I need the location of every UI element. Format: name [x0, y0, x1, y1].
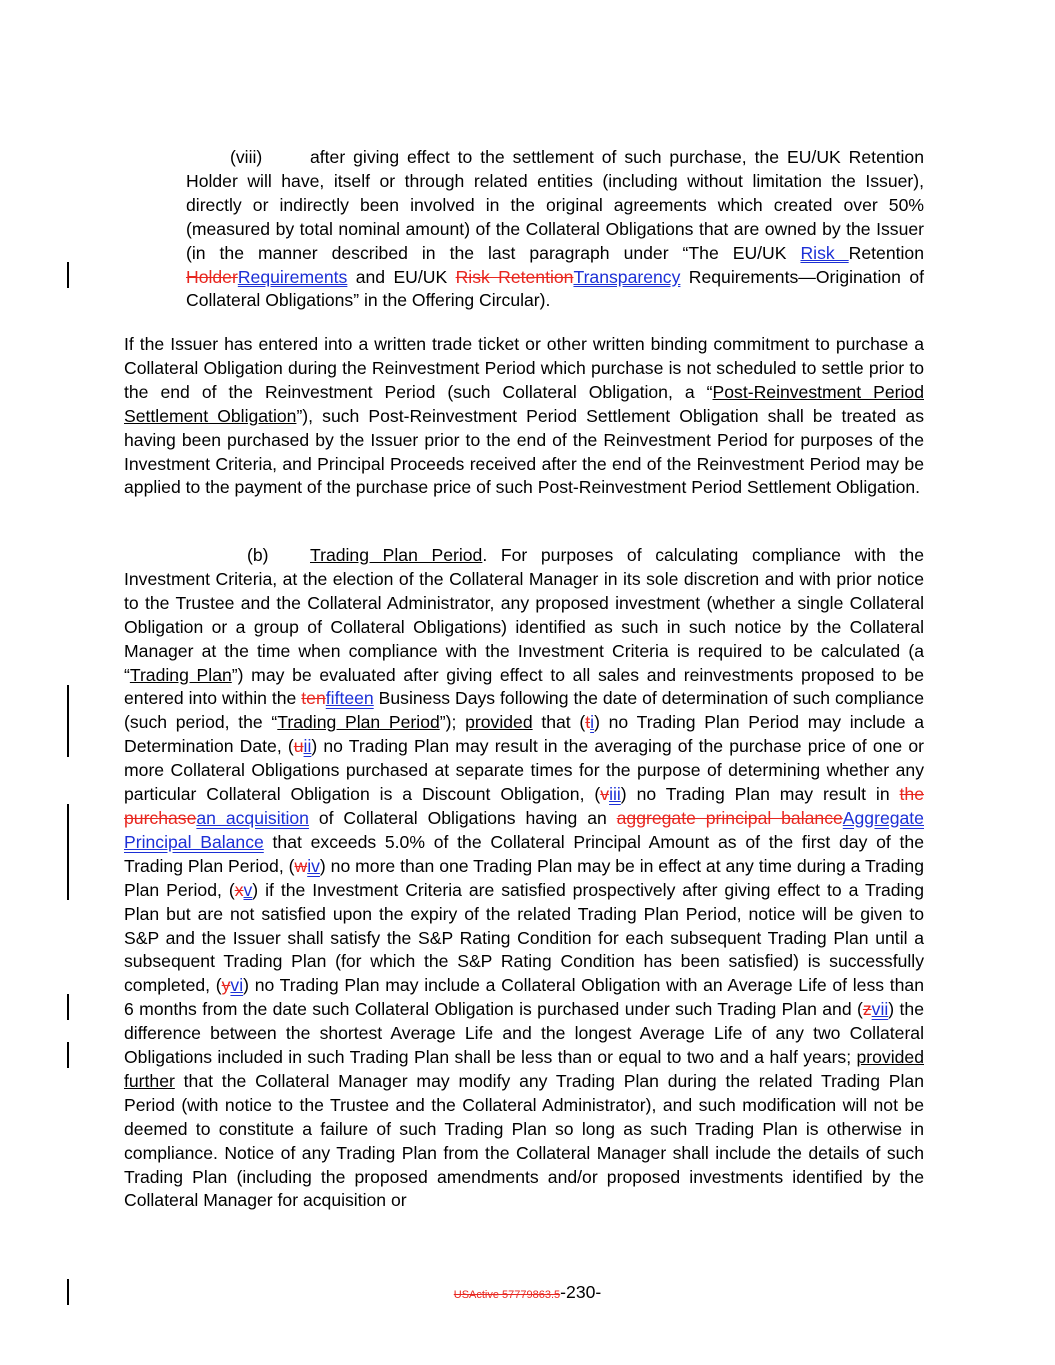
- text: ) no more than one Trading Plan may be in effect at any time during a Trading Plan Period, (: [124, 855, 925, 900]
- page-footer: [0, 1281, 1055, 1308]
- inserted-text: an acquisition: [196, 807, 309, 828]
- inserted-text: iv: [307, 855, 320, 876]
- text: that (: [532, 712, 586, 733]
- inserted-text: v: [243, 879, 253, 900]
- text: ”);: [439, 712, 466, 733]
- change-bar: [67, 1042, 69, 1068]
- paragraph-viii: [186, 146, 924, 313]
- defined-term: Trading Plan: [129, 664, 232, 685]
- change-bar: [67, 804, 69, 900]
- defined-term: Trading Plan Period: [277, 712, 440, 733]
- text: ”) may be evaluated after giving effect to all sales and reinvestments proposed to be entered into within the: [124, 664, 924, 709]
- change-bar: [67, 262, 69, 288]
- inserted-text: fifteen: [325, 688, 374, 709]
- deleted-text: aggregate principal balance: [616, 807, 843, 828]
- deleted-text: Risk Retention: [455, 266, 574, 287]
- text: Requirements—Origination of Collateral Obligations” in the Offering Circular).: [186, 266, 924, 311]
- defined-term: Post-Reinvestment Period Settlement Obligation: [124, 381, 925, 426]
- clause-label: (viii): [230, 147, 263, 167]
- deleted-text: t: [585, 712, 591, 733]
- text: ) the difference between the shortest Average Life and the longest Average Life of any two Collateral Obligations included in such Trading Plan shall be less than or equal to two and a half years;: [124, 999, 924, 1068]
- text: . For purposes of calculating compliance with the Investment Criteria, at the election of the Collateral Manager in its sole discretion and with prior notice to the Trustee and the Collateral Administrator, any proposed investment (whether a single Collateral Obligation or a group of Collateral Obligations) identified as such in such notice by the Collateral Manager at the time when compliance with the Investment Criteria is required to be calculated (a “: [124, 545, 924, 685]
- deleted-text: z: [862, 999, 872, 1020]
- inserted-text: Transparency: [573, 266, 681, 287]
- inserted-text: vii: [871, 999, 889, 1020]
- inserted-text: iii: [609, 784, 621, 805]
- underlined-word: further: [124, 1070, 175, 1091]
- text: ) no Trading Plan may result in: [620, 784, 900, 805]
- inserted-text: ii: [303, 736, 312, 757]
- deleted-text: y: [221, 975, 231, 996]
- text: that the Collateral Manager may modify any Trading Plan during the related Trading Plan Period (with notice to the Trustee and the Collateral Administrator), and such modification will not be deemed to constitute a failure of such Trading Plan so long as such Trading Plan is otherwise in compliance. Notice of any Trading Plan from the Collateral Manager shall include the details of such Trading Plan (including the proposed amendments and/or proposed investments identified by the Collateral Manager for acquisition or: [124, 1070, 924, 1211]
- deleted-text: x: [234, 879, 244, 900]
- text: ) no Trading Plan may result in the averaging of the purchase price of one or more Collateral Obligations purchased at separate times for the purpose of determining whether any particular Collateral Obligation is a Discount Obligation, (: [124, 736, 924, 805]
- inserted-text: Requirements: [237, 266, 348, 287]
- text: ”), such Post-Reinvestment Period Settlement Obligation shall be treated as having been purchased by the Issuer prior to the end of the Reinvestment Period for purposes of the Investment Criteria, and Principal Proceeds received after the end of the Reinvestment Period may be applied to the payment of the purchase price of such Post-Reinvestment Period Settlement Obligation.: [124, 405, 925, 498]
- text: ) if the Investment Criteria are satisfied prospectively after giving effect to a Trading Plan but are not satisfied upon the expiry of the related Trading Plan Period, notice will be given to S&P and the Issuer shall satisfy the S&P Rating Condition for each subsequent Trading Plan until a subsequent Trading Plan (for which the S&P Rating Condition has been satisfied) is successfully completed, (: [124, 879, 925, 996]
- text: after giving effect to the settlement of such purchase, the EU/UK Retention Holder will have, itself or through related entities (including without limitation the Issuer), directly or indirectly been involved in the original agreements which created over 50% (measured by total nominal amount) of the Collateral Obligations that are owned by the Issuer (in the manner described in the last paragraph under “The EU/UK: [186, 147, 924, 263]
- section-heading: Trading Plan Period: [310, 545, 483, 565]
- inserted-text: Aggregate Principal Balance: [124, 807, 924, 852]
- text: of Collateral Obligations having an: [308, 807, 617, 828]
- inserted-text: vi: [230, 975, 244, 996]
- text: If the Issuer has entered into a written trade ticket or other written binding commitment to purchase a Collateral Obligation during the Reinvestment Period which purchase is not scheduled to settle prior to the end of the Reinvestment Period (such Collateral Obligation, a “: [124, 334, 924, 402]
- deleted-document-id: USActive 57779863.5: [453, 1289, 561, 1301]
- underlined-word: provided: [856, 1047, 924, 1068]
- inserted-text: Risk: [800, 242, 849, 263]
- change-bar: [67, 685, 69, 757]
- text: Retention: [848, 242, 924, 263]
- deleted-text: u: [293, 736, 304, 757]
- deleted-text: w: [294, 855, 308, 876]
- paragraph-post-reinvestment: [124, 333, 924, 500]
- text: and EU/UK: [347, 266, 456, 287]
- deleted-text: Holder: [186, 266, 238, 287]
- inserted-text: i: [590, 712, 595, 733]
- page-number: -230-: [560, 1282, 602, 1302]
- change-bar: [67, 994, 69, 1020]
- deleted-text: v: [600, 784, 610, 805]
- text: ) no Trading Plan Period may include a Determination Date, (: [124, 712, 924, 757]
- text: Business Days following the date of determination of such compliance (such period, the “: [124, 688, 924, 733]
- underlined-word: provided: [465, 712, 533, 733]
- clause-label: (b): [247, 545, 269, 565]
- text: that exceeds 5.0% of the Collateral Principal Amount as of the first day of the Trading Plan Period, (: [124, 831, 924, 876]
- deleted-text: ten: [301, 688, 326, 709]
- paragraph-trading-plan-period: [124, 544, 924, 1213]
- text: ) no Trading Plan may include a Collateral Obligation with an Average Life of less than 6 months from the date such Collateral Obligation is purchased under such Trading Plan and (: [124, 975, 924, 1020]
- deleted-text: the purchase: [124, 784, 924, 828]
